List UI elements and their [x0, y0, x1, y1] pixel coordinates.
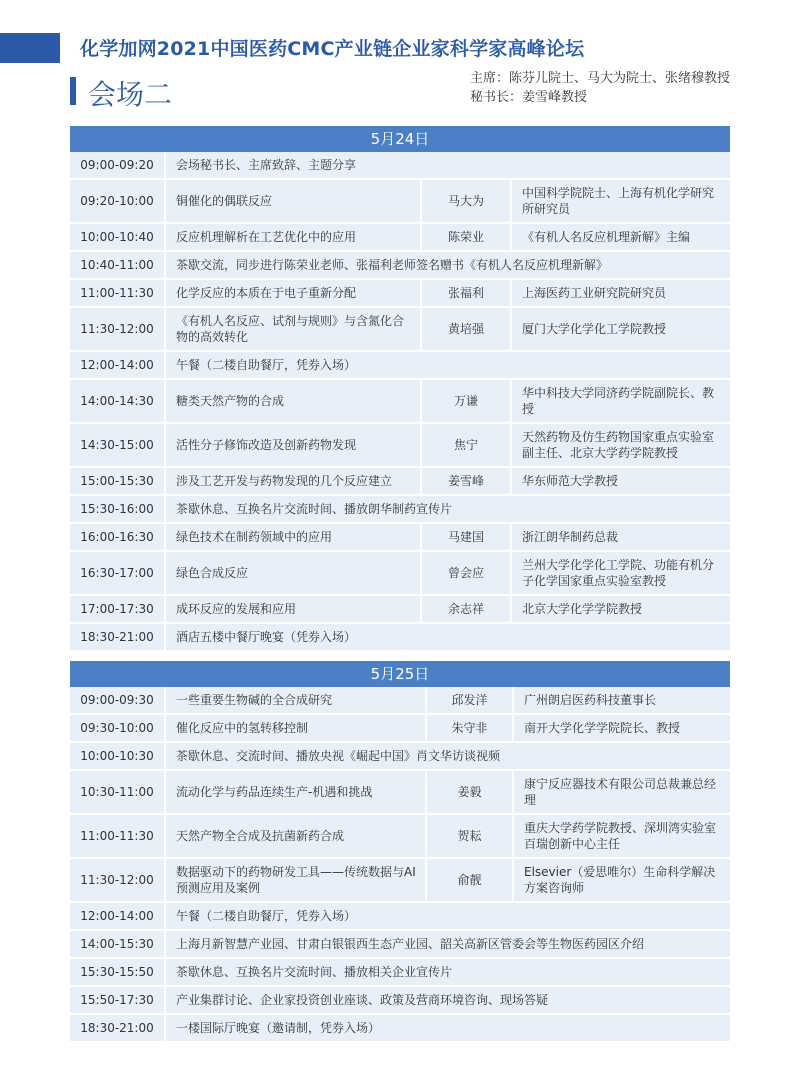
session-time: 15:50-17:30	[70, 987, 166, 1013]
session-description: 会场秘书长、主席致辞、主题分享	[176, 158, 357, 172]
session-speaker: 张福利	[422, 280, 512, 306]
session-speaker: 马建国	[422, 524, 512, 550]
day-schedule-2	[70, 661, 730, 1041]
schedule-row	[70, 550, 730, 594]
session-time: 09:30-10:00	[70, 715, 166, 741]
session-time: 10:30-11:00	[70, 771, 166, 813]
session-topic: 数据驱动下的药物研发工具——传统数据与AI预测应用及案例	[166, 859, 427, 901]
speaker-affiliation: 康宁反应器技术有限公司总裁兼总经理	[524, 777, 717, 807]
session-time: 09:20-10:00	[70, 180, 166, 222]
session-time: 12:00-14:00	[70, 903, 166, 929]
session-topic: 活性分子修饰改造及创新药物发现	[166, 424, 422, 466]
session-topic: 催化反应中的氢转移控制	[166, 715, 427, 741]
day-schedule-1	[70, 126, 730, 650]
session-time: 15:30-15:50	[70, 959, 166, 985]
hall-title: 会场二	[88, 78, 173, 111]
session-description: 产业集群讨论、企业家投资创业座谈、政策及营商环境咨询、现场答疑	[176, 993, 549, 1007]
session-time: 18:30-21:00	[70, 624, 166, 650]
session-time: 14:30-15:00	[70, 424, 166, 466]
session-description: 茶歇交流，同步进行陈荣业老师、张福利老师签名赠书《有机人名反应机理新解》	[176, 258, 609, 272]
session-topic: 天然产物全合成及抗菌新药合成	[166, 815, 427, 857]
session-topic: 流动化学与药品连续生产-机遇和挑战	[166, 771, 427, 813]
schedule-row	[70, 378, 730, 422]
page-title: 化学加网2021中国医药CMC产业链企业家科学家高峰论坛	[80, 38, 585, 60]
session-speaker: 朱守非	[427, 715, 514, 741]
schedule-row	[70, 350, 730, 378]
session-topic: 绿色技术在制药领域中的应用	[166, 524, 422, 550]
schedule-row	[70, 250, 730, 278]
speaker-affiliation: 天然药物及仿生药物国家重点实验室副主任、北京大学药学院教授	[522, 430, 715, 460]
schedule-row	[70, 741, 730, 769]
session-description: 上海月新智慧产业园、甘肃白银银西生态产业园、韶关高新区管委会等生物医药园区介绍	[176, 937, 645, 951]
speaker-affiliation: 《有机人名反应机理新解》主编	[522, 230, 691, 244]
schedule-row	[70, 522, 730, 550]
session-speaker: 黄培强	[422, 308, 512, 350]
session-time: 15:30-16:00	[70, 496, 166, 522]
speaker-affiliation: 上海医药工业研究院研究员	[522, 286, 667, 300]
session-speaker: 余志祥	[422, 596, 512, 622]
speaker-affiliation: 浙江朗华制药总裁	[522, 530, 619, 544]
session-speaker: 万谦	[422, 380, 512, 422]
schedule-row	[70, 769, 730, 813]
schedule-row	[70, 901, 730, 929]
schedule-row	[70, 1013, 730, 1041]
session-description: 茶歇休息、互换名片交流时间、播放相关企业宣传片	[176, 965, 453, 979]
session-time: 11:00-11:30	[70, 280, 166, 306]
session-topic: 一些重要生物碱的全合成研究	[166, 687, 427, 713]
day-header: 5月24日	[70, 126, 730, 152]
session-topic: 糖类天然产物的合成	[166, 380, 422, 422]
session-topic: 铜催化的偶联反应	[166, 180, 422, 222]
chair-info	[470, 69, 730, 107]
speaker-affiliation: 兰州大学化学化工学院、功能有机分子化学国家重点实验室教授	[522, 558, 715, 588]
session-time: 17:00-17:30	[70, 596, 166, 622]
session-topic: 涉及工艺开发与药物发现的几个反应建立	[166, 468, 422, 494]
speaker-affiliation: 南开大学化学学院院长、教授	[524, 721, 681, 735]
session-speaker: 陈荣业	[422, 224, 512, 250]
session-time: 11:30-12:00	[70, 308, 166, 350]
schedule-row	[70, 622, 730, 650]
session-time: 16:30-17:00	[70, 552, 166, 594]
session-speaker: 姜雪峰	[422, 468, 512, 494]
session-speaker: 姜毅	[427, 771, 514, 813]
session-description: 午餐（二楼自助餐厅，凭券入场）	[176, 358, 357, 372]
schedule-row	[70, 494, 730, 522]
title-accent-bar	[0, 33, 60, 63]
speaker-affiliation: Elsevier（爱思唯尔）生命科学解决方案咨询师	[524, 865, 716, 895]
session-speaker: 俞靓	[427, 859, 514, 901]
schedule-row	[70, 957, 730, 985]
schedule-row	[70, 222, 730, 250]
session-speaker: 焦宁	[422, 424, 512, 466]
schedule-row	[70, 278, 730, 306]
schedule-row	[70, 687, 730, 713]
session-time: 10:40-11:00	[70, 252, 166, 278]
session-description: 茶歇休息、互换名片交流时间、播放朗华制药宣传片	[176, 502, 453, 516]
speaker-affiliation: 广州朗启医药科技董事长	[524, 693, 657, 707]
schedule-rows	[70, 687, 730, 1041]
schedule-row	[70, 152, 730, 178]
session-topic: 反应机理解析在工艺优化中的应用	[166, 224, 422, 250]
session-speaker: 马大为	[422, 180, 512, 222]
session-description: 一楼国际厅晚宴（邀请制，凭券入场）	[176, 1021, 381, 1035]
speaker-affiliation: 华中科技大学同济药学院副院长、教授	[522, 386, 715, 416]
session-topic: 《有机人名反应、试剂与规则》与含氮化合物的高效转化	[166, 308, 422, 350]
schedule-row	[70, 929, 730, 957]
session-topic: 化学反应的本质在于电子重新分配	[166, 280, 422, 306]
session-time: 15:00-15:30	[70, 468, 166, 494]
session-description: 午餐（二楼自助餐厅，凭券入场）	[176, 909, 357, 923]
session-description: 酒店五楼中餐厅晚宴（凭券入场）	[176, 630, 357, 644]
speaker-affiliation: 重庆大学药学院教授、深圳湾实验室百瑞创新中心主任	[524, 821, 717, 851]
schedule-row	[70, 985, 730, 1013]
chair-line: 主席：陈芬儿院士、马大为院士、张绪穆教授	[470, 71, 731, 86]
session-speaker: 曾会应	[422, 552, 512, 594]
session-time: 16:00-16:30	[70, 524, 166, 550]
session-description: 茶歇休息、交流时间、播放央视《崛起中国》肖文华访谈视频	[176, 749, 501, 763]
schedule-row	[70, 422, 730, 466]
schedule-row	[70, 466, 730, 494]
session-time: 18:30-21:00	[70, 1015, 166, 1041]
session-time: 14:00-14:30	[70, 380, 166, 422]
session-time: 10:00-10:40	[70, 224, 166, 250]
schedule-row	[70, 306, 730, 350]
schedule-rows	[70, 152, 730, 650]
session-time: 14:00-15:30	[70, 931, 166, 957]
schedule-row	[70, 178, 730, 222]
speaker-affiliation: 北京大学化学学院教授	[522, 602, 643, 616]
schedule-row	[70, 713, 730, 741]
session-time: 12:00-14:00	[70, 352, 166, 378]
secretary-line: 秘书长：姜雪峰教授	[470, 90, 588, 105]
speaker-affiliation: 中国科学院院士、上海有机化学研究所研究员	[522, 186, 715, 216]
day-header: 5月25日	[70, 661, 730, 687]
schedule-row	[70, 594, 730, 622]
session-time: 11:00-11:30	[70, 815, 166, 857]
speaker-affiliation: 华东师范大学教授	[522, 474, 619, 488]
speaker-affiliation: 厦门大学化学化工学院教授	[522, 322, 667, 336]
hall-accent-mark	[70, 77, 76, 105]
session-time: 11:30-12:00	[70, 859, 166, 901]
session-time: 09:00-09:30	[70, 687, 166, 713]
schedule-row	[70, 857, 730, 901]
session-topic: 成环反应的发展和应用	[166, 596, 422, 622]
session-topic: 绿色合成反应	[166, 552, 422, 594]
session-speaker: 贺耘	[427, 815, 514, 857]
session-speaker: 邱发洋	[427, 687, 514, 713]
schedule-row	[70, 813, 730, 857]
session-time: 09:00-09:20	[70, 152, 166, 178]
session-time: 10:00-10:30	[70, 743, 166, 769]
